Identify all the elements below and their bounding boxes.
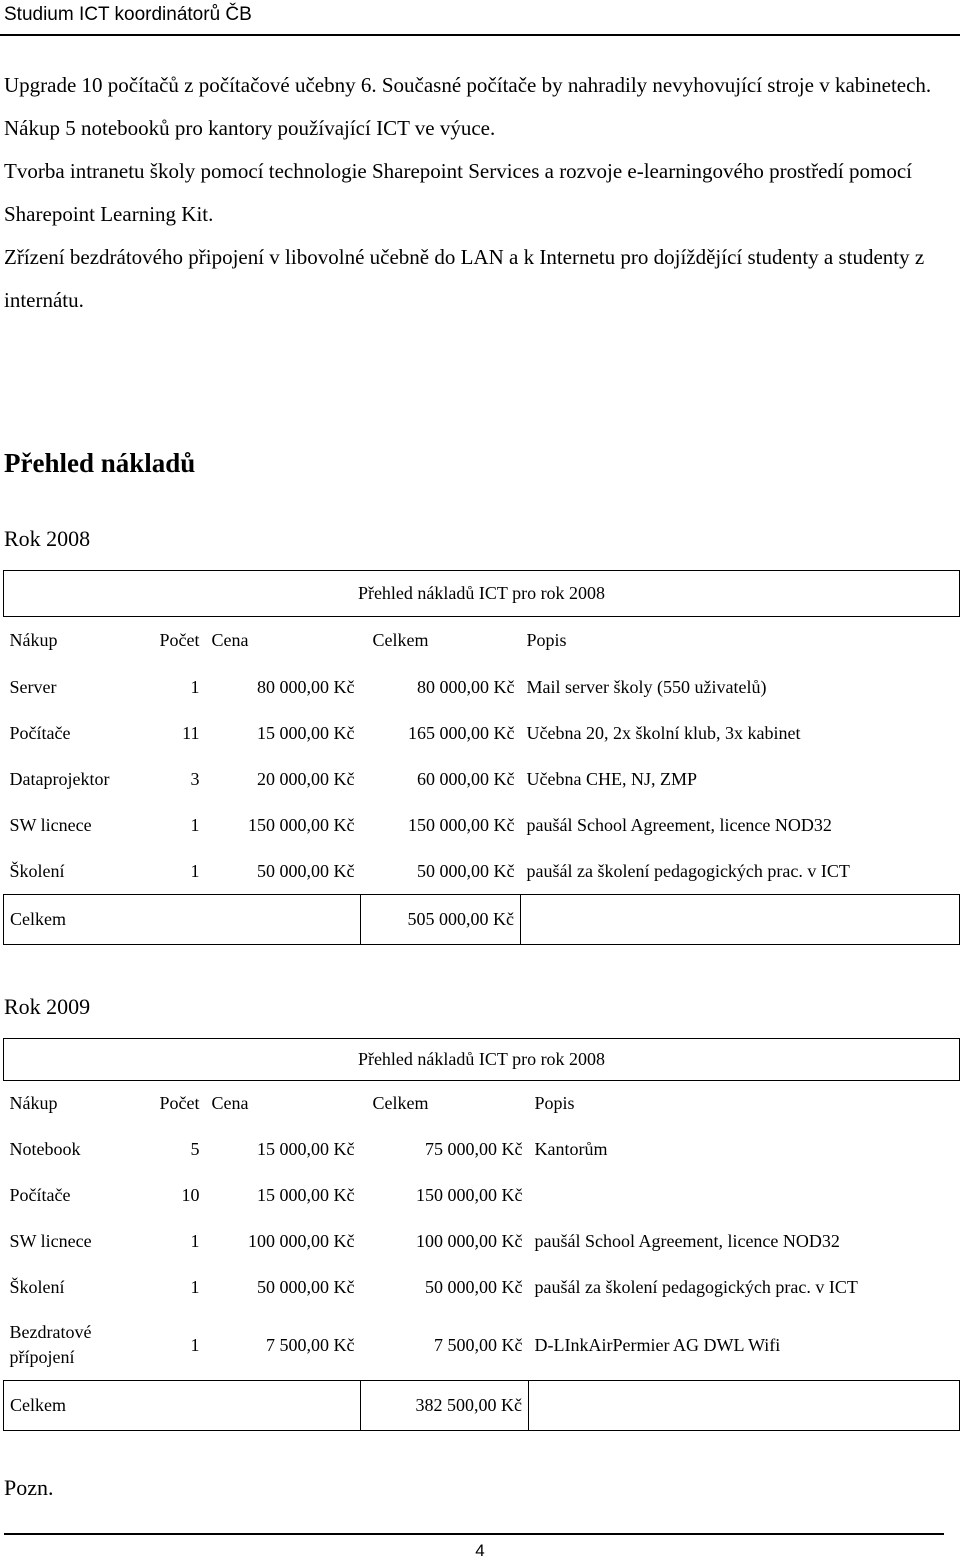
cell: 50 000,00 Kč [417, 860, 515, 881]
col-header: Celkem [372, 630, 429, 651]
cell: 165 000,00 Kč [408, 723, 515, 743]
table-caption: Přehled nákladů ICT pro rok 2008 [4, 1039, 960, 1081]
table-row [4, 1311, 960, 1381]
intro-paragraph: Zřízení bezdrátového připojení v libovolné učebně do LAN a k Internetu pro dojíždějící studenty a studenty z internátu. [4, 245, 925, 312]
cell: 100 000,00 Kč [248, 1231, 355, 1251]
total-empty-cell [529, 1381, 960, 1431]
cell: 7 500,00 Kč [434, 1334, 523, 1355]
table-row [4, 1127, 960, 1173]
cell: 1 [190, 1334, 200, 1355]
cell: 15 000,00 Kč [257, 1185, 355, 1205]
table-row [4, 757, 960, 803]
cell: 15 000,00 Kč [257, 1139, 355, 1159]
cell: Dataprojektor [9, 769, 110, 789]
year-2008-label: Rok 2008 [4, 526, 91, 551]
cell: 150 000,00 Kč [408, 815, 515, 835]
cell: Školení [9, 860, 65, 881]
cell: 10 [181, 1185, 200, 1205]
cell: Učebna 20, 2x školní klub, 3x kabinet [526, 723, 801, 743]
cell: SW licnece [9, 1231, 92, 1251]
col-header: Cena [211, 630, 249, 651]
cell: Učebna CHE, NJ, ZMP [526, 769, 697, 789]
col-header: Popis [526, 630, 567, 651]
col-header: Počet [159, 630, 200, 651]
cell: Počítače [9, 1185, 71, 1205]
cost-table-2009 [3, 1038, 960, 1431]
cell: SW licnece [9, 815, 92, 835]
section-title: Přehled nákladů [4, 448, 196, 478]
cell: paušál za školení pedagogických prac. v ICT [534, 1277, 858, 1297]
cost-table-2008 [3, 570, 960, 945]
cell: D-LInkAirPermier AG DWL Wifi [534, 1334, 781, 1355]
table-total-row [4, 1381, 960, 1431]
col-header: Popis [534, 1093, 575, 1114]
cell: 80 000,00 Kč [257, 677, 355, 697]
cell: 3 [190, 769, 200, 789]
note-label: Pozn. [4, 1475, 54, 1500]
total-label: Celkem [4, 895, 361, 945]
cell: 11 [182, 723, 200, 743]
intro-text [4, 64, 954, 322]
intro-paragraph: Upgrade 10 počítačů z počítačové učebny 6. Současné počítače by nahradily nevyhovující stroje v kabinetech. [4, 73, 932, 97]
table-row [4, 665, 960, 711]
page-header: Studium ICT koordinátorů ČB [4, 4, 252, 25]
col-header: Nákup [9, 1093, 58, 1114]
table-row [4, 803, 960, 849]
intro-paragraph: Nákup 5 notebooků pro kantory používající ICT ve výuce. [4, 116, 496, 140]
cell: 1 [190, 815, 200, 835]
total-empty-cell [521, 895, 960, 945]
cell: 50 000,00 Kč [425, 1277, 523, 1297]
cell: paušál za školení pedagogických prac. v ICT [526, 860, 850, 881]
year-2009-label: Rok 2009 [4, 994, 91, 1019]
intro-paragraph: Tvorba intranetu školy pomocí technologie Sharepoint Services a rozvoje e-learningového prostředí pomocí Sharepoint Learning Kit. [4, 159, 912, 226]
table-caption: Přehled nákladů ICT pro rok 2008 [4, 571, 960, 617]
cell: 20 000,00 Kč [257, 769, 355, 789]
cell: paušál School Agreement, licence NOD32 [526, 815, 832, 835]
cell: 80 000,00 Kč [417, 677, 515, 697]
cell: 5 [190, 1139, 200, 1159]
cell: 150 000,00 Kč [416, 1185, 523, 1205]
cell: Server [9, 677, 57, 697]
header-divider [0, 34, 960, 36]
col-header: Celkem [372, 1093, 429, 1114]
total-value: 505 000,00 Kč [361, 895, 521, 945]
cell: Bezdratové přípojení [9, 1322, 92, 1368]
cell [529, 1173, 960, 1219]
col-header: Cena [211, 1093, 249, 1114]
cell: Školení [9, 1277, 65, 1297]
cell: Kantorům [534, 1139, 608, 1159]
col-header: Počet [159, 1093, 200, 1114]
cell: Počítače [9, 723, 71, 743]
cell: 50 000,00 Kč [257, 1277, 355, 1297]
total-value: 382 500,00 Kč [361, 1381, 529, 1431]
table-row [4, 1265, 960, 1311]
cell: paušál School Agreement, licence NOD32 [534, 1231, 840, 1251]
table-row [4, 849, 960, 895]
cell: Mail server školy (550 uživatelů) [526, 677, 767, 697]
cell: Notebook [9, 1139, 81, 1159]
cell: 7 500,00 Kč [266, 1334, 355, 1355]
table-header-row [4, 617, 960, 665]
table-row [4, 711, 960, 757]
cell: 1 [190, 860, 200, 881]
cell: 100 000,00 Kč [416, 1231, 523, 1251]
cell: 15 000,00 Kč [257, 723, 355, 743]
table-row [4, 1173, 960, 1219]
cell: 60 000,00 Kč [417, 769, 515, 789]
footer-divider [4, 1533, 944, 1535]
table-total-row [4, 895, 960, 945]
cell: 150 000,00 Kč [248, 815, 355, 835]
cell: 1 [190, 1277, 200, 1297]
page-number: 4 [475, 1541, 485, 1560]
cell: 50 000,00 Kč [257, 860, 355, 881]
cell: 1 [190, 1231, 200, 1251]
total-label: Celkem [4, 1381, 361, 1431]
cell: 75 000,00 Kč [425, 1139, 523, 1159]
col-header: Nákup [9, 630, 58, 651]
cell: 1 [190, 677, 200, 697]
table-header-row [4, 1081, 960, 1127]
table-row [4, 1219, 960, 1265]
